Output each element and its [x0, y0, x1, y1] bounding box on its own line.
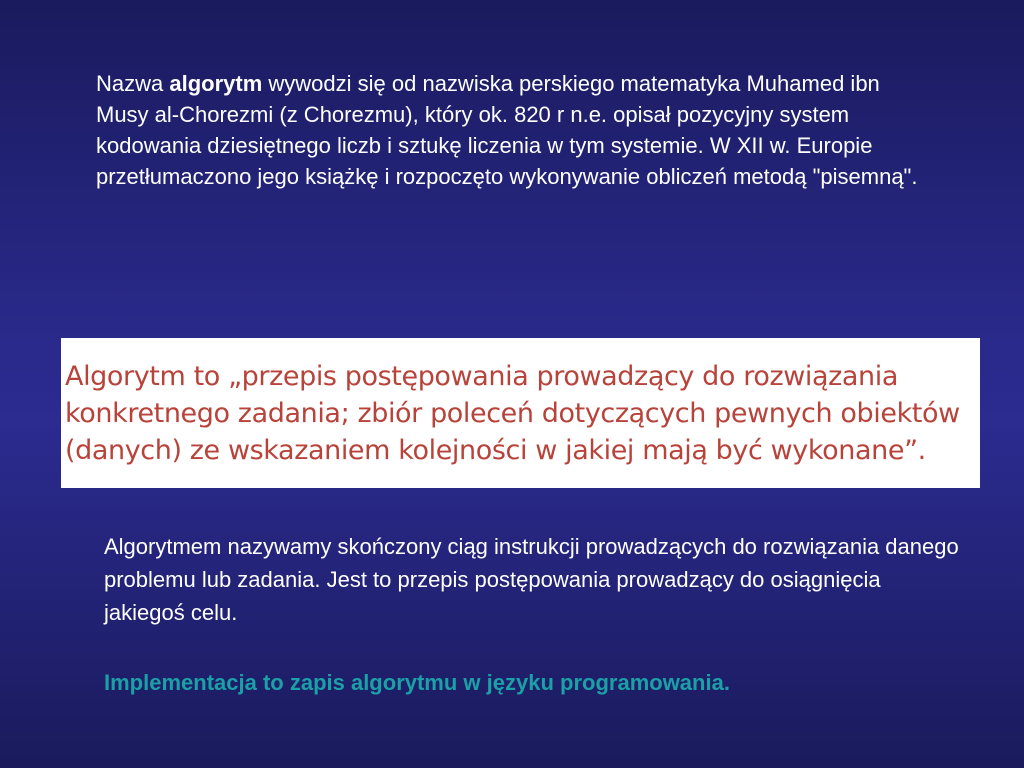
intro-paragraph: [96, 68, 936, 192]
definition-box: [61, 338, 980, 488]
description-paragraph: Algorytmem nazywamy skończony ciąg instrukcji prowadzących do rozwiązania danego problemu lub zadania. Jest to przepis postępowania prowadzący do osiągnięcia jakiegoś celu.: [104, 534, 959, 625]
implementation-paragraph: Implementacja to zapis algorytmu w języku programowania.: [104, 670, 730, 695]
intro-rest: wywodzi się od nazwiska perskiego matematyka Muhamed ibn Musy al-Chorezmi (z Chorezmu), który ok. 820 r n.e. opisał pozycyjny system kodowania dziesiętnego liczb i sztukę liczenia w tym systemie. W XII w. Europie przetłumaczono jego książkę i rozpoczęto wykonywanie obliczeń metodą "pisemną".: [96, 71, 918, 189]
intro-bold-word: algorytm: [169, 71, 263, 96]
definition-text: Algorytm to „przepis postępowania prowadzący do rozwiązania konkretnego zadania; zbiór poleceń dotyczących pewnych obiektów (danych) ze wskazaniem kolejności w jakiej mają być wykonane”.: [65, 361, 960, 466]
intro-prefix: Nazwa: [96, 71, 170, 96]
